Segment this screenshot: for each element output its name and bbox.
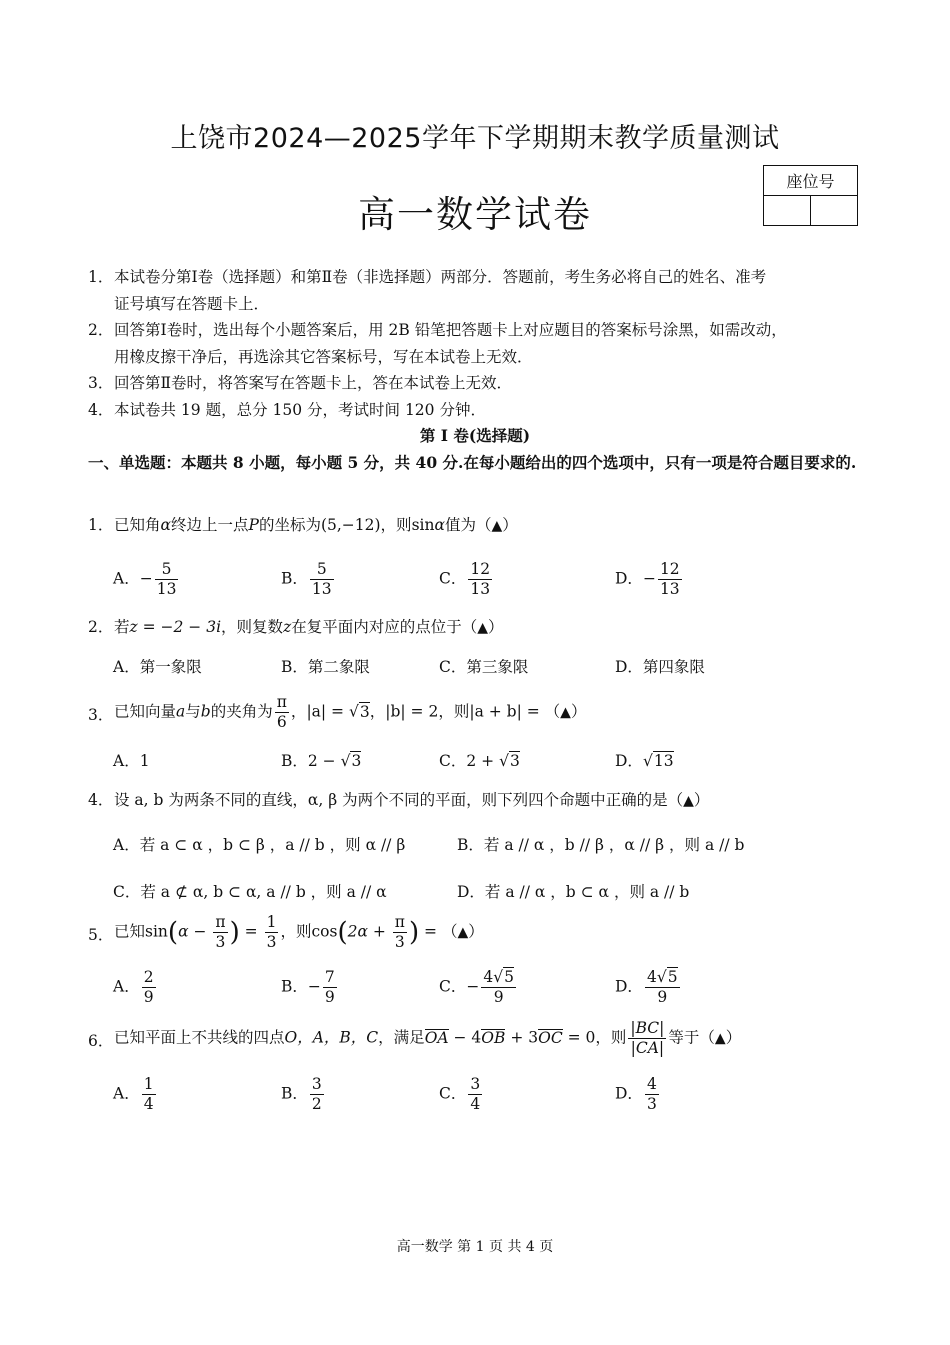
q5-eq: = [239, 922, 263, 941]
option-label: D． [615, 1084, 643, 1103]
option-root: 3 [351, 752, 362, 770]
denominator: 3 [646, 1095, 657, 1113]
vector-oc: OC [538, 1028, 563, 1047]
q2-text-pre: 若 [114, 618, 130, 636]
q3-abs-sum: |a + b| = [469, 702, 545, 721]
option-c [439, 1075, 484, 1114]
instruction-item [88, 370, 878, 397]
numerator: 12 [470, 560, 491, 578]
numerator: π [276, 693, 287, 711]
q1-close: ） [502, 516, 518, 534]
instruction-text-cont: 用橡皮擦干净后，再选涂其它答案标号，写在本试卷上无效． [114, 347, 533, 366]
option-d [615, 560, 684, 599]
option-label: D． [615, 977, 643, 996]
q1-alpha: α [160, 516, 171, 534]
option-label: C． [439, 752, 467, 770]
fraction [275, 693, 289, 732]
fraction [658, 560, 682, 599]
denominator: 3 [266, 933, 277, 951]
q5-arg-2: 2α + [347, 922, 391, 941]
option-b: B．2 − √3 [281, 752, 362, 770]
numerator: 5 [310, 560, 334, 580]
q3-abs-a: |a| = [306, 702, 349, 721]
fraction [393, 913, 407, 952]
option-sign: − [466, 977, 480, 996]
q5-then: ，则 [280, 922, 312, 941]
denominator: 9 [493, 988, 504, 1006]
q6-eq-zero: = 0 [562, 1028, 596, 1047]
fraction [142, 1075, 156, 1114]
seat-number-cell-1 [764, 196, 811, 226]
option-label: A． [113, 569, 140, 588]
option-d [615, 1075, 661, 1114]
seat-number-box [763, 165, 858, 226]
option-c [439, 560, 494, 599]
denominator: |CA| [630, 1039, 665, 1057]
q3-text-post: ，则 [438, 702, 470, 721]
question-6 [88, 1019, 878, 1065]
fraction [310, 1075, 324, 1114]
option-root: 13 [653, 752, 674, 770]
question-number: 2． [88, 618, 114, 636]
option-root: 3 [509, 752, 520, 770]
fraction [645, 968, 680, 1007]
instruction-text: 回答第Ⅱ卷时，将答案写在答题卡上，答在本试卷上无效． [114, 374, 513, 392]
option-label: A． [113, 977, 140, 996]
option-d: D．√13 [615, 752, 674, 770]
denominator: 13 [311, 580, 332, 598]
question-4 [88, 788, 878, 812]
fraction [628, 1019, 666, 1058]
option-label: C． [439, 977, 467, 996]
option-label: A． [113, 1084, 140, 1103]
q3-vector-a: a [176, 702, 186, 721]
volume-title: 第 I 卷(选择题) [419, 426, 531, 445]
option-label: D． [615, 569, 643, 588]
option-a [113, 749, 150, 771]
option-c [439, 968, 518, 1007]
q5-text-pre: 已知 [114, 922, 146, 941]
instruction-text: 本试卷分第Ⅰ卷（选择题）和第Ⅱ卷（非选择题）两部分．答题前，考生务必将自己的姓名、准考 [114, 268, 767, 286]
option-b [281, 968, 339, 1007]
option-sign: − [139, 569, 153, 588]
option-b: B．第二象限 [281, 658, 370, 676]
q1-text-post: ，则 [380, 516, 412, 534]
fraction [265, 913, 279, 952]
answer-mark: ▲ [683, 793, 694, 809]
q1-text-mid: 终边上一点 [170, 516, 249, 534]
question-text [114, 513, 518, 535]
q6-points: O，A，B，C [284, 1028, 379, 1047]
seat-number-cell-2 [811, 196, 858, 226]
q1-alpha-2: α [434, 516, 445, 534]
denominator: 9 [324, 988, 335, 1006]
instruction-text: 回答第Ⅰ卷时，选出每个小题答案后，用 2B 铅笔把答题卡上对应题目的答案标号涂黑，如需改动， [114, 321, 787, 339]
q3-sep: ， [290, 702, 307, 721]
answer-mark: ▲ [714, 1030, 726, 1047]
q6-text-post: 等于（ [668, 1028, 715, 1047]
numerator: 3 [311, 1075, 322, 1093]
option-b [281, 1075, 326, 1114]
q3-abs-b: |b| = 2 [385, 702, 439, 721]
question-text [114, 1019, 741, 1058]
answer-mark: ▲ [457, 924, 469, 941]
question-text [114, 788, 709, 810]
q3-text-mid2: 的夹角为 [210, 702, 273, 721]
question-number: 4． [88, 791, 114, 809]
option-a: A．若 a ⊂ α ，b ⊂ β ，a // b ，则 α // β [113, 836, 406, 854]
denominator: 9 [657, 988, 668, 1006]
option-d: D．若 a // α ，b ⊂ α ，则 a // b [457, 883, 690, 901]
vector-oa: OA [424, 1028, 449, 1047]
instruction-text-cont: 证号填写在答题卡上． [114, 294, 270, 313]
question-number: 5． [88, 926, 114, 944]
q2-expr: z = −2 − 3i [129, 618, 222, 636]
option-value: 2 − [307, 752, 341, 770]
option-value: 1 [139, 752, 150, 770]
instruction-number: 4． [88, 400, 114, 419]
fraction [310, 560, 334, 599]
option-label: B． [281, 977, 308, 996]
q2-text-mid: ，则复数 [221, 618, 284, 636]
fraction [481, 968, 516, 1007]
fraction [213, 913, 227, 952]
question-5 [88, 913, 878, 957]
exam-instructions [88, 264, 878, 423]
instruction-number: 3． [88, 374, 114, 392]
q4-text: 设 a, b 为两条不同的直线，α, β 为两个不同的平面，则下列四个命题中正确的是（ [114, 791, 684, 809]
q6-minus: − 4 [448, 1028, 482, 1047]
option-label: B． [281, 752, 308, 770]
seat-number-label: 座位号 [764, 166, 858, 196]
numerator: 12 [659, 560, 680, 578]
denominator: 13 [659, 580, 680, 598]
denominator: 4 [143, 1095, 154, 1113]
option-label: C． [439, 569, 467, 588]
q1-text-post2: 值为（ [444, 516, 492, 534]
option-a [113, 1075, 158, 1114]
numerator: 1 [143, 1075, 154, 1093]
q1-text-mid2: 的坐标为 [258, 516, 321, 534]
q6-plus: + 3 [505, 1028, 539, 1047]
option-b [281, 560, 336, 599]
question-number: 1． [88, 516, 114, 534]
q2-z: z [283, 618, 292, 636]
denominator: 13 [470, 580, 491, 598]
option-a [113, 968, 158, 1007]
q5-close: ） [468, 922, 484, 941]
denominator: 6 [276, 713, 287, 731]
q5-cos: cos [311, 922, 338, 941]
section-heading: 一、单选题：本题共 8 小题，每小题 5 分，共 40 分.在每小题给出的四个选项中，只有一项是符合题目要求的. [88, 453, 857, 472]
option-sign: − [307, 977, 321, 996]
numerator: 4 [646, 1075, 657, 1093]
school-title: 上饶市2024—2025学年下学期期末教学质量测试 [170, 123, 780, 154]
question-text: 已知向量a与b的夹角为 $\frac{\pi}{6}$ ，|a| = √3，|b| = 2，则|a + b| = （▲） [114, 693, 587, 731]
question-2 [88, 615, 878, 639]
fraction [468, 560, 492, 599]
denominator: 4 [470, 1095, 481, 1113]
question-1 [88, 513, 878, 537]
fraction [468, 1075, 482, 1114]
fraction [323, 968, 337, 1007]
option-value: 2 + [466, 752, 500, 770]
option-label: B． [281, 569, 308, 588]
option-d: D．第四象限 [615, 658, 705, 676]
option-c: C．第三象限 [439, 658, 529, 676]
coefficient: 4 [646, 968, 657, 986]
answer-mark: ▲ [477, 620, 489, 636]
denominator: 2 [311, 1095, 322, 1113]
instruction-text: 本试卷共 19 题，总分 150 分，考试时间 120 分钟． [114, 400, 486, 419]
option-c: C．若 a ⊄ α, b ⊂ α, a // b ，则 a // α [113, 883, 387, 901]
exam-title: 高一数学试卷 [358, 193, 592, 236]
q5-open: = （ [419, 922, 458, 941]
denominator: 9 [143, 988, 154, 1006]
denominator: 13 [156, 580, 177, 598]
denominator: 3 [394, 933, 405, 951]
q6-text-pre: 已知平面上不共线的四点 [114, 1028, 285, 1047]
coefficient: 4 [483, 968, 494, 986]
numerator: π [394, 913, 405, 931]
instruction-item [88, 317, 878, 370]
q5-arg: α − [178, 922, 212, 941]
q3-open: （ [544, 702, 561, 721]
q3-vector-b: b [200, 702, 211, 721]
vector-ob: OB [481, 1028, 506, 1047]
q6-then: ，则 [595, 1028, 627, 1047]
q6-close: ） [725, 1028, 742, 1047]
option-d [615, 968, 682, 1007]
numerator: 5 [155, 560, 179, 580]
q5-sin: sin [145, 922, 168, 941]
instruction-item [88, 397, 878, 424]
answer-mark: ▲ [560, 704, 571, 721]
option-label: D． [615, 752, 643, 770]
numerator: 7 [324, 968, 335, 986]
q3-text-mid: 与 [185, 702, 201, 721]
option-root: 5 [667, 968, 678, 986]
q1-coord: (5,−12) [320, 516, 381, 534]
question-number: 3． [88, 706, 114, 724]
fraction [645, 1075, 659, 1114]
q3-text-pre: 已知向量 [114, 702, 177, 721]
question-text: 已知sin(α − $\frac{\pi}{3}$ ) = $\frac{1}{3}$ ，则cos(2α + $\frac{\pi}{3}$ ) = （▲） [114, 913, 484, 951]
fraction [155, 560, 179, 599]
instruction-item [88, 264, 878, 317]
q1-point: P [248, 516, 259, 534]
question-3 [88, 693, 878, 737]
option-label: B． [281, 1084, 308, 1103]
option-b: B．若 a // α ，b // β ，α // β ，则 a // b [457, 836, 745, 854]
numerator: π [215, 913, 226, 931]
fraction [142, 968, 156, 1007]
q4-close: ） [693, 791, 710, 809]
answer-mark: ▲ [491, 518, 503, 534]
numerator: 3 [470, 1075, 481, 1093]
numerator: 4√5 [483, 968, 515, 986]
numerator: |BC| [630, 1019, 665, 1037]
instruction-number: 2． [88, 321, 114, 339]
question-number: 6． [88, 1032, 114, 1050]
q3-sep-2: ， [369, 702, 386, 721]
q2-close: ） [488, 618, 504, 636]
option-label: C． [439, 1084, 467, 1103]
numerator: 2 [143, 968, 154, 986]
option-root: 5 [504, 968, 515, 986]
q6-text-mid: ，满足 [378, 1028, 425, 1047]
option-c: C．2 + √3 [439, 752, 520, 770]
page-footer: 高一数学 第 1 页 共 4 页 [396, 1239, 554, 1255]
numerator: 1 [266, 913, 277, 931]
option-a: A．第一象限 [113, 658, 202, 676]
option-sign: − [642, 569, 656, 588]
question-text [114, 615, 504, 637]
q3-root: 3 [359, 702, 370, 721]
instruction-number: 1． [88, 268, 114, 286]
numerator: 4√5 [646, 968, 678, 986]
option-a [113, 560, 180, 599]
q1-sin: sin [411, 516, 435, 534]
q3-close: ） [570, 702, 587, 721]
denominator: 3 [215, 933, 226, 951]
option-label: A． [113, 752, 140, 770]
q2-text-post: 在复平面内对应的点位于（ [291, 618, 478, 636]
q1-text-pre: 已知角 [114, 516, 161, 534]
